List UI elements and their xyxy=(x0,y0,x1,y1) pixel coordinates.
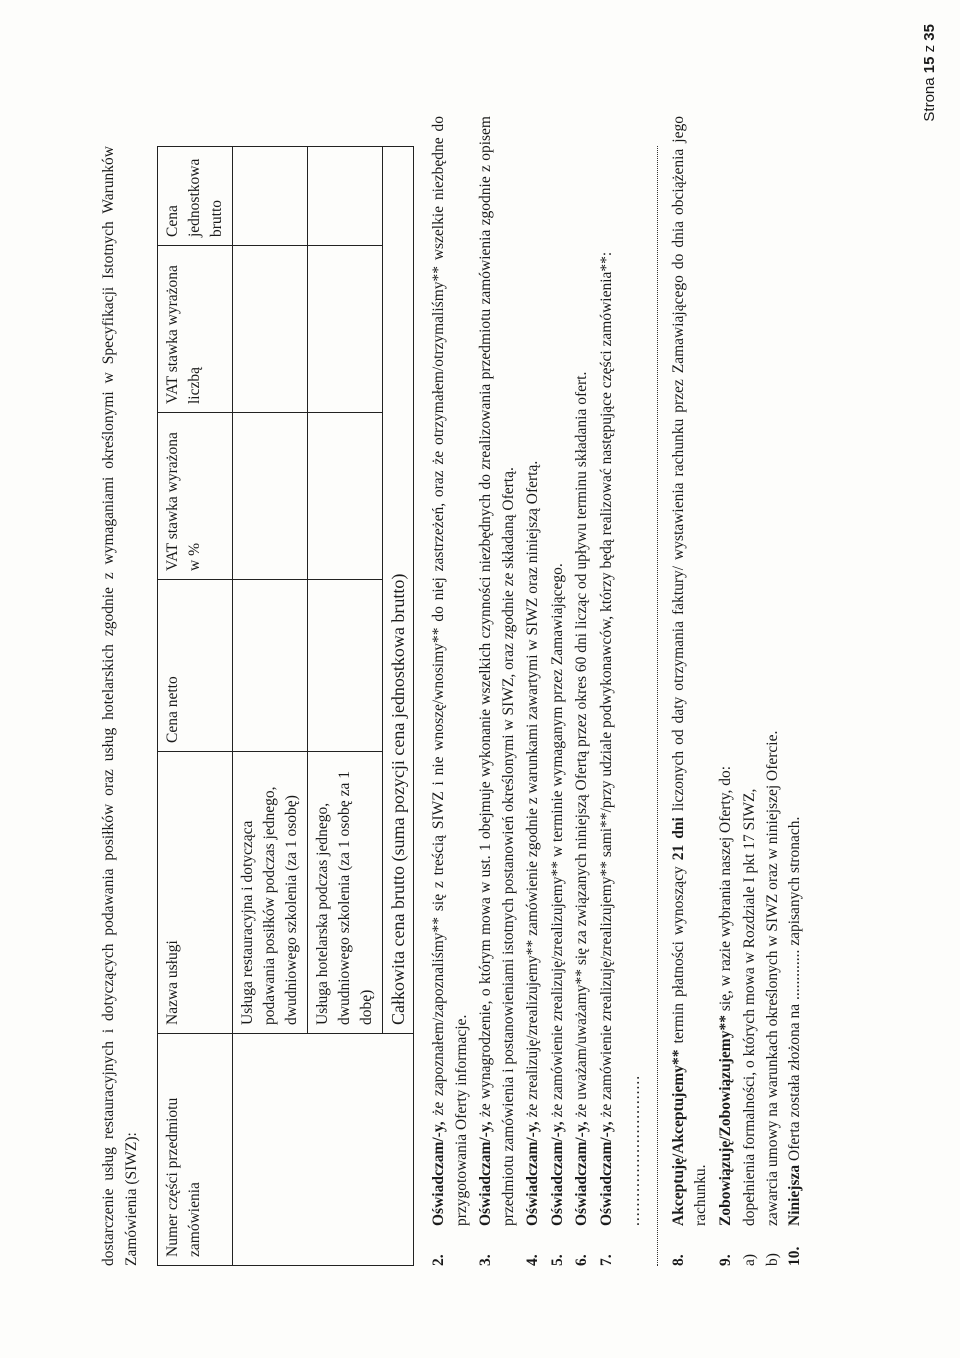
item-number: 3. xyxy=(477,1254,494,1266)
service-name-cell: Usługa restauracyjna i dotycząca podawania posiłków podczas jednego, dwudniowego szkolenia (za 1 osobę) xyxy=(233,752,308,1034)
item-text: że zrealizuję/zrealizujemy** zamówienie zgodnie z warunkami zawartymi w SIWZ oraz niniejszą Ofertą. xyxy=(524,460,541,1122)
obligation-sub-b xyxy=(762,116,785,1266)
item-text: termin płatności wynoszący xyxy=(669,860,687,1050)
vat-amount-cell xyxy=(308,246,383,413)
item-lead: Oświadczam/-y, xyxy=(477,1121,494,1226)
unit-gross-cell xyxy=(233,147,308,246)
subcontractor-dotted-line: ............................... xyxy=(626,1074,643,1226)
item-text: się, w razie wybrania naszej Oferty, do: xyxy=(716,765,734,1016)
header-vat-amount: VAT stawka wyrażona liczbą xyxy=(158,246,233,413)
item-number: 4. xyxy=(524,1254,541,1266)
item-text: że wynagrodzenie, o którym mowa w ust. 1 obejmuje wykonanie wszelkich czynności niezbędnych do zrealizowania przedmiotu zamówienia zgodnie z opisem przedmiotu zamówienia i postanowieniami istotnych postanowień określonymi w SIWZ, oraz zgodnie ze składaną Ofertą. xyxy=(477,116,517,1226)
obligation-sub-a xyxy=(739,116,762,1266)
pages-count-item xyxy=(784,116,807,1266)
header-part-number: Numer części przedmiotu zamówienia xyxy=(158,1034,233,1266)
obligation-item xyxy=(715,116,738,1266)
header-net-price: Cena netto xyxy=(158,580,233,752)
sub-letter: a) xyxy=(741,1253,758,1266)
item-lead: Oświadczam/-y, xyxy=(548,1121,566,1226)
item-number: 5. xyxy=(548,1254,566,1266)
item-text: liczonych od daty otrzymania faktury/ wystawienia rachunku przez Zamawiającego do dnia obciążenia jego rachunku. xyxy=(669,116,709,1226)
declaration-item xyxy=(547,116,570,1266)
item-text: Oferta została złożona na ............. zapisanych stronach. xyxy=(786,816,803,1165)
dotted-separator xyxy=(657,146,658,1266)
item-lead: Oświadczam/-y, xyxy=(573,1121,590,1226)
total-gross-price-label: Całkowita cena brutto (suma pozycji cena jednostkowa brutto) xyxy=(383,147,414,1034)
vat-percent-cell xyxy=(233,413,308,580)
offer-table xyxy=(157,146,414,1266)
declaration-item xyxy=(596,116,619,1266)
document-body xyxy=(98,116,807,1266)
table-header-row xyxy=(158,147,233,1266)
item-number: 8. xyxy=(669,1254,687,1266)
page-total: 35 xyxy=(921,24,938,41)
intro-paragraph: dostarczenie usług restauracyjnych i dotyczących podawania posiłków oraz usług hotelarskich zgodnie z wymaganiami określonymi w Specyfikacji Istotnych Warunków Zamówienia (SIWZ): xyxy=(100,146,140,1266)
item-lead: Akceptuję/Akceptujemy** xyxy=(669,1049,687,1226)
item-lead: Zobowiązuję/Zobowiązujemy** xyxy=(716,1015,734,1226)
vat-percent-cell xyxy=(308,413,383,580)
sub-text: dopełnienia formalności, o których mowa w Rozdziale I pkt 17 SIWZ, xyxy=(741,788,758,1226)
declaration-item xyxy=(571,116,594,1266)
net-price-cell xyxy=(233,580,308,752)
declaration-item xyxy=(475,116,520,1266)
payment-days: 21 dni xyxy=(669,817,687,861)
sub-text: zawarcia umowy na warunkach określonych w SIWZ oraz w niniejszej Ofercie. xyxy=(763,730,781,1226)
payment-term-item xyxy=(668,116,713,1266)
sub-letter: b) xyxy=(763,1253,781,1266)
item-text: że zamówienie zrealizuję/zrealizujemy** w terminie wymaganym przez Zamawiającego. xyxy=(548,563,566,1122)
item-text: że uważam/uważamy** się za związanych niniejszą Ofertą przez okres 60 dni licząc od upływu terminu składania ofert. xyxy=(573,371,590,1122)
page-number: 15 xyxy=(921,56,938,74)
declaration-item xyxy=(428,116,473,1266)
item-number: 7. xyxy=(597,1254,615,1266)
acceptance-list xyxy=(668,116,738,1266)
vat-amount-cell xyxy=(233,246,308,413)
item-number: 2. xyxy=(430,1254,447,1266)
item-lead: Oświadczam/-y, xyxy=(430,1121,447,1226)
unit-gross-cell xyxy=(308,147,383,246)
item-lead: Oświadczam/-y, xyxy=(524,1121,541,1226)
item-text: że zamówienie zrealizuję/zrealizujemy** sami**/przy udziale podwykonawców, którzy będą realizować następujące części zamówienia**: xyxy=(597,251,615,1122)
header-service-name: Nazwa usługi xyxy=(158,752,233,1034)
declaration-item xyxy=(522,116,545,1266)
net-price-cell xyxy=(308,580,383,752)
page-label: Strona xyxy=(921,73,938,122)
header-unit-gross-price: Cena jednostkowa brutto xyxy=(158,147,233,246)
item-number: 10. xyxy=(786,1246,803,1266)
declarations-list xyxy=(428,116,618,1266)
page-sep: z xyxy=(921,40,938,57)
part-number-cell xyxy=(233,1034,414,1266)
table-row xyxy=(233,147,308,1266)
page-footer xyxy=(921,24,938,122)
item-lead: Niniejsza xyxy=(786,1164,803,1226)
item-number: 9. xyxy=(716,1254,734,1266)
service-name-cell: Usługa hotelarska podczas jednego, dwudniowego szkolenia (za 1 osobę za 1 dobę) xyxy=(308,752,383,1034)
header-vat-percent: VAT stawka wyrażona w % xyxy=(158,413,233,580)
item-lead: Oświadczam/-y, xyxy=(597,1121,615,1226)
item-number: 6. xyxy=(573,1254,590,1266)
item-text: że zapoznałem/zapoznaliśmy** się z treścią SIWZ i nie wnoszę/wnosimy** do niej zastrzeżeń, oraz że otrzymałem/otrzymaliśmy** wszelkie niezbędne do przygotowania Oferty informacje. xyxy=(430,116,470,1226)
